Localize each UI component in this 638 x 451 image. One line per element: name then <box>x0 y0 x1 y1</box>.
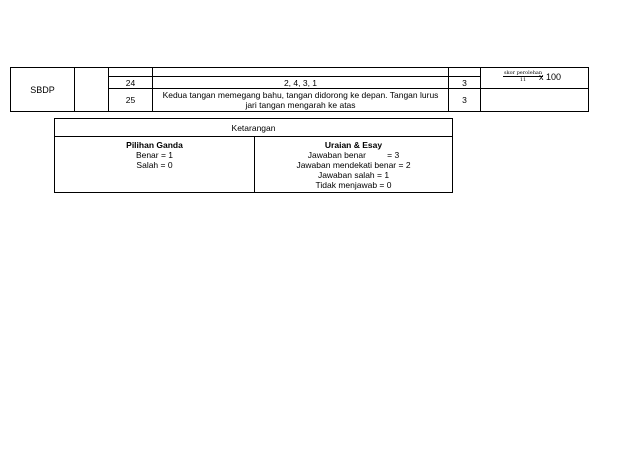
fraction-numerator: skor perolehan <box>504 70 543 76</box>
multiple-choice-column <box>55 137 255 193</box>
blank-cell <box>449 68 481 77</box>
essay-column <box>255 137 453 193</box>
legend-line: Jawaban benar = 3 <box>307 150 400 160</box>
multiple-choice-heading: Pilihan Ganda <box>126 140 183 150</box>
max-score: 3 <box>449 89 481 112</box>
blank-cell <box>481 89 589 112</box>
question-number: 25 <box>109 89 153 112</box>
blank-cell <box>153 68 449 77</box>
max-score: 3 <box>449 77 481 89</box>
blank-cell <box>75 68 109 112</box>
legend-line: Tidak menjawab = 0 <box>315 180 392 190</box>
answer-key: Kedua tangan memegang bahu, tangan didorong ke depan. Tangan lurus jari tangan mengarah ke atas <box>153 89 449 112</box>
legend-title: Ketarangan <box>55 119 453 137</box>
fraction-denominator: 11 <box>519 77 527 83</box>
score-fraction <box>503 70 543 83</box>
score-formula <box>481 68 589 89</box>
score-table <box>10 67 589 112</box>
legend-table <box>54 118 453 193</box>
answer-key: 2, 4, 3, 1 <box>153 77 449 89</box>
legend-line: Jawaban salah = 1 <box>317 170 390 180</box>
blank-cell <box>109 68 153 77</box>
essay-heading: Uraian & Esay <box>324 140 383 150</box>
legend-line: Jawaban mendekati benar = 2 <box>296 160 411 170</box>
legend-line: Salah = 0 <box>136 160 173 170</box>
fraction-multiplier: x 100 <box>539 72 562 82</box>
subject-cell: SBDP <box>11 68 75 112</box>
question-number: 24 <box>109 77 153 89</box>
legend-line: Benar = 1 <box>135 150 174 160</box>
